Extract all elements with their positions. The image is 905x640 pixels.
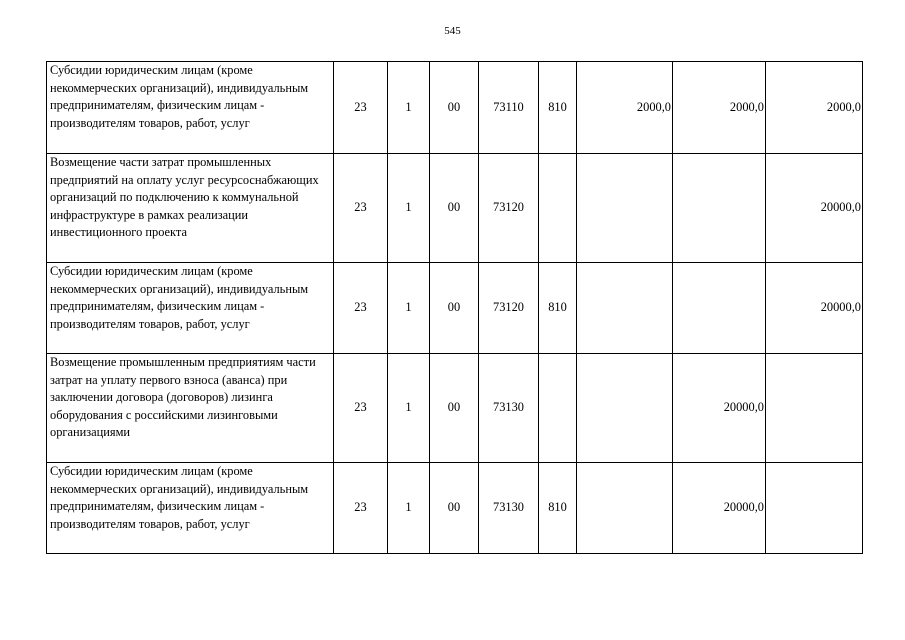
amount-year-3-cell: 2000,0 [766, 62, 863, 154]
page-number: 545 [444, 25, 461, 37]
expense-type-cell [539, 354, 577, 463]
direction-code-cell: 73120 [479, 263, 539, 354]
row-description: Возмещение части затрат промышленных предприятий на оплату услуг ресурсоснабжающих организаций по подключению к коммунальной инфраструктуре в рамках реализации инвестиционного проекта [47, 154, 334, 263]
main-activity-code-cell: 00 [430, 463, 479, 554]
expense-type-cell [539, 154, 577, 263]
amount-year-2-cell: 20000,0 [673, 463, 766, 554]
subprogram-code-cell: 1 [388, 263, 430, 354]
table-row [47, 154, 863, 263]
amount-year-3-cell [766, 354, 863, 463]
amount-year-2-cell: 20000,0 [673, 354, 766, 463]
expense-type-cell: 810 [539, 463, 577, 554]
budget-table [46, 61, 863, 554]
subprogram-code-cell: 1 [388, 354, 430, 463]
amount-year-1-cell [577, 463, 673, 554]
amount-year-2-cell: 2000,0 [673, 62, 766, 154]
program-code-cell: 23 [334, 463, 388, 554]
amount-year-2-cell [673, 263, 766, 354]
table-row [47, 263, 863, 354]
table-row [47, 354, 863, 463]
row-description: Возмещение промышленным предприятиям части затрат на уплату первого взноса (аванса) при заключении договора (договоров) лизинга оборудования с российскими лизинговыми организациями [47, 354, 334, 463]
direction-code-cell: 73130 [479, 463, 539, 554]
subprogram-code-cell: 1 [388, 154, 430, 263]
program-code-cell: 23 [334, 354, 388, 463]
row-description: Субсидии юридическим лицам (кроме некоммерческих организаций), индивидуальным предпринимателям, физическим лицам - производителям товаров, работ, услуг [47, 463, 334, 554]
amount-year-1-cell [577, 354, 673, 463]
program-code-cell: 23 [334, 62, 388, 154]
main-activity-code-cell: 00 [430, 354, 479, 463]
table-row [47, 463, 863, 554]
amount-year-3-cell: 20000,0 [766, 263, 863, 354]
direction-code-cell: 73120 [479, 154, 539, 263]
expense-type-cell: 810 [539, 263, 577, 354]
main-activity-code-cell: 00 [430, 154, 479, 263]
expense-type-cell: 810 [539, 62, 577, 154]
amount-year-3-cell [766, 463, 863, 554]
subprogram-code-cell: 1 [388, 463, 430, 554]
subprogram-code-cell: 1 [388, 62, 430, 154]
main-activity-code-cell: 00 [430, 62, 479, 154]
table-row [47, 62, 863, 154]
row-description: Субсидии юридическим лицам (кроме некоммерческих организаций), индивидуальным предпринимателям, физическим лицам - производителям товаров, работ, услуг [47, 263, 334, 354]
direction-code-cell: 73130 [479, 354, 539, 463]
program-code-cell: 23 [334, 263, 388, 354]
main-activity-code-cell: 00 [430, 263, 479, 354]
direction-code-cell: 73110 [479, 62, 539, 154]
amount-year-1-cell [577, 154, 673, 263]
amount-year-1-cell: 2000,0 [577, 62, 673, 154]
amount-year-3-cell: 20000,0 [766, 154, 863, 263]
amount-year-2-cell [673, 154, 766, 263]
program-code-cell: 23 [334, 154, 388, 263]
amount-year-1-cell [577, 263, 673, 354]
row-description: Субсидии юридическим лицам (кроме некоммерческих организаций), индивидуальным предпринимателям, физическим лицам - производителям товаров, работ, услуг [47, 62, 334, 154]
